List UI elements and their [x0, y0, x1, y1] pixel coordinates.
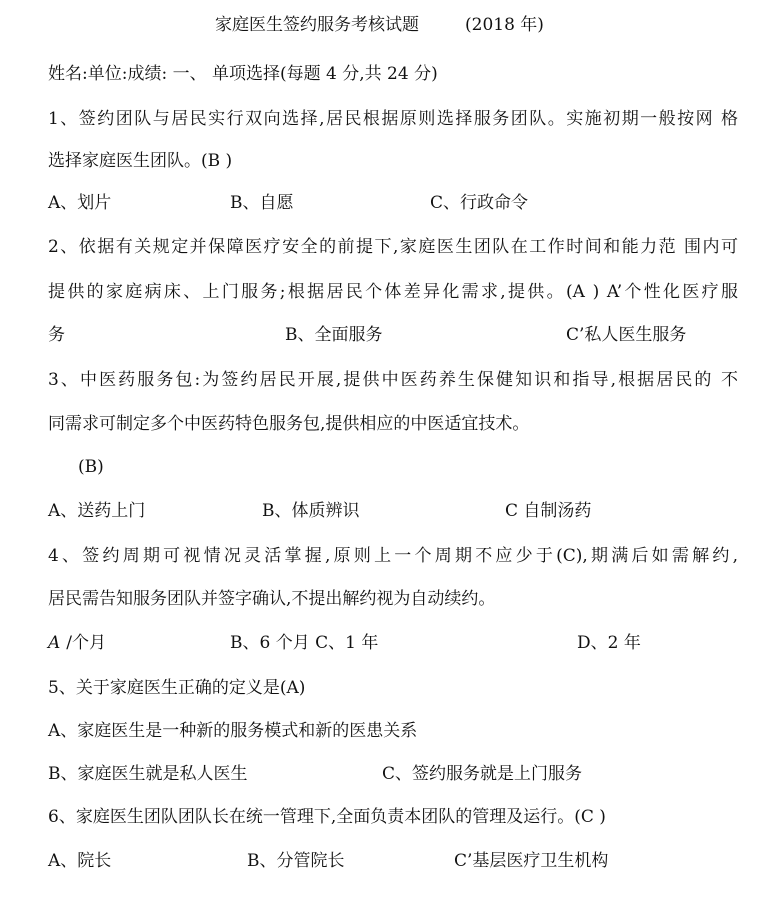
- question-6-option-a: A、院长: [48, 851, 112, 871]
- question-3-answer: (B): [78, 457, 104, 477]
- question-3-option-a: A、送药上门: [48, 501, 146, 521]
- question-2-line-2: 提供的家庭病床、上门服务;根据居民个体差异化需求,提供。(A ) A’个性化医疗服: [48, 282, 738, 302]
- question-3-option-c: C 自制汤药: [505, 501, 592, 521]
- question-6-option-b: B、分管院长: [247, 851, 345, 871]
- question-4-option-a: [48, 632, 106, 654]
- question-1-line-1: 1、签约团队与居民实行双向选择,居民根据原则选择服务团队。实施初期一般按网 格: [48, 109, 738, 129]
- info-line: 姓名:单位:成绩: 一、 单项选择(每题 4 分,共 24 分): [48, 64, 438, 84]
- question-1-option-c: C、行政命令: [430, 193, 529, 213]
- question-6-line-1: 6、家庭医生团队团队长在统一管理下,全面负责本团队的管理及运行。(C ): [48, 807, 606, 827]
- question-3-option-b: B、体质辨识: [262, 501, 360, 521]
- question-4-option-b-c: B、6 个月 C、1 年: [230, 633, 379, 653]
- question-1-option-b: B、自愿: [230, 193, 294, 213]
- question-5-option-c: C、签约服务就是上门服务: [382, 764, 583, 784]
- question-4-option-a-text: /个月: [66, 633, 107, 653]
- question-5-option-b: B、家庭医生就是私人医生: [48, 764, 248, 784]
- question-4-option-d: D、2 年: [577, 633, 641, 653]
- question-2-option-a-tail: 务: [48, 325, 65, 345]
- question-2-option-c: C’私人医生服务: [566, 325, 687, 345]
- title-year: (2018 年): [465, 15, 544, 35]
- question-4-option-a-letter: A: [48, 633, 61, 653]
- question-5-line-1: 5、关于家庭医生正确的定义是(A): [48, 678, 306, 698]
- question-1-line-2: 选择家庭医生团队。(B ): [48, 151, 233, 171]
- question-1-option-a: A、划片: [48, 193, 112, 213]
- question-6-option-c: C’基层医疗卫生机构: [454, 851, 609, 871]
- question-5-option-a: A、家庭医生是一种新的服务模式和新的医患关系: [48, 721, 418, 741]
- exam-title: [215, 14, 544, 36]
- question-3-line-2: 同需求可制定多个中医药特色服务包,提供相应的中医适宜技术。: [48, 414, 530, 434]
- question-2-option-b: B、全面服务: [285, 325, 383, 345]
- question-2-line-1: 2、依据有关规定并保障医疗安全的前提下,家庭医生团队在工作时间和能力范 围内可: [48, 237, 738, 257]
- question-4-line-2: 居民需告知服务团队并签字确认,不提出解约视为自动续约。: [48, 589, 496, 609]
- question-4-line-1: 4、签约周期可视情况灵活掌握,原则上一个周期不应少于(C),期满后如需解约,: [48, 546, 738, 566]
- question-3-line-1: 3、中医药服务包:为签约居民开展,提供中医药养生保健知识和指导,根据居民的 不: [48, 370, 738, 390]
- title-text: 家庭医生签约服务考核试题: [215, 15, 419, 35]
